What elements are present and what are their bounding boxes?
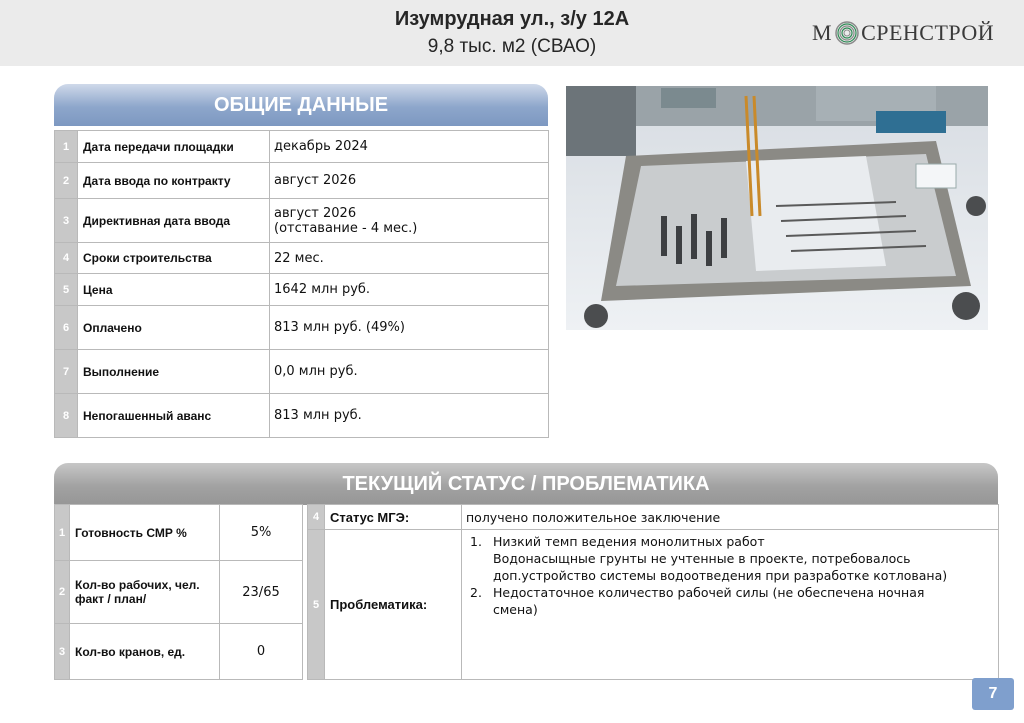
row-number: 3 — [55, 199, 78, 243]
table-row — [55, 561, 303, 624]
problem-text: доп.устройство системы водоотведения при разработке котлована) — [493, 568, 948, 583]
row-number: 2 — [55, 561, 70, 624]
page-number: 7 — [972, 678, 1014, 710]
table-row — [55, 274, 549, 306]
list-item — [466, 533, 998, 584]
status-details-table — [307, 504, 999, 680]
table-row — [55, 505, 303, 561]
general-data-heading: ОБЩИЕ ДАННЫЕ — [54, 84, 548, 126]
table-row — [55, 131, 549, 163]
row-number: 8 — [55, 394, 78, 438]
table-row — [55, 199, 549, 243]
row-number: 1 — [55, 505, 70, 561]
row-value: 0,0 млн руб. — [270, 350, 549, 394]
row-label: Кол-во кранов, ед. — [70, 624, 220, 680]
list-item-number: 1. — [470, 534, 482, 549]
logo-ring-icon — [834, 20, 860, 46]
row-label: Непогашенный аванс — [78, 394, 270, 438]
row-value: 5% — [220, 505, 303, 561]
problem-text: смена) — [493, 602, 538, 617]
status-heading: ТЕКУЩИЙ СТАТУС / ПРОБЛЕМАТИКА — [54, 463, 998, 505]
delay-note: (отставание - 4 мес.) — [274, 220, 418, 236]
row-value: 813 млн руб. — [270, 394, 549, 438]
table-row — [55, 394, 549, 438]
logo-text: СРЕНСТРОЙ — [861, 20, 995, 45]
row-number: 5 — [55, 274, 78, 306]
page-subtitle: 9,8 тыс. м2 (СВАО) — [427, 36, 597, 57]
problem-text: Низкий темп ведения монолитных работ — [493, 534, 765, 549]
row-value: 23/65 — [220, 561, 303, 624]
problem-text: Недостаточное количество рабочей силы (не обеспечена ночная — [493, 585, 925, 600]
page-title: Изумрудная ул., з/у 12А — [394, 8, 630, 30]
mge-status-value: получено положительное заключение — [462, 505, 999, 530]
mge-status-label: Статус МГЭ: — [325, 505, 462, 530]
list-item — [466, 584, 998, 618]
table-row — [55, 306, 549, 350]
row-value: 0 — [220, 624, 303, 680]
table-row — [308, 530, 999, 680]
problems-list-cell — [462, 530, 999, 680]
company-logo — [812, 16, 994, 50]
row-label: Готовность СМР % — [70, 505, 220, 561]
table-row — [55, 163, 549, 199]
row-label: Кол-во рабочих, чел. факт / план/ — [70, 561, 220, 624]
problems-label: Проблематика: — [325, 530, 462, 680]
row-label: Дата ввода по контракту — [78, 163, 270, 199]
row-label: Цена — [78, 274, 270, 306]
row-number: 7 — [55, 350, 78, 394]
construction-site-photo — [566, 86, 988, 330]
directive-date: август 2026 — [274, 205, 357, 221]
row-label: Директивная дата ввода — [78, 199, 270, 243]
row-label: Сроки строительства — [78, 243, 270, 274]
row-number: 3 — [55, 624, 70, 680]
row-number: 4 — [55, 243, 78, 274]
table-row — [55, 624, 303, 680]
table-row — [55, 350, 549, 394]
problems-list — [466, 533, 998, 618]
row-number: 1 — [55, 131, 78, 163]
row-value: 1642 млн руб. — [270, 274, 549, 306]
table-row — [308, 505, 999, 530]
row-value: август 2026 — [270, 163, 549, 199]
list-item-number: 2. — [470, 585, 482, 600]
row-value: 813 млн руб. (49%) — [270, 306, 549, 350]
row-number: 4 — [308, 505, 325, 530]
row-value: 22 мес. — [270, 243, 549, 274]
row-number: 2 — [55, 163, 78, 199]
logo-letter: М — [812, 20, 833, 45]
row-number: 6 — [55, 306, 78, 350]
row-value — [270, 199, 549, 243]
row-label: Дата передачи площадки — [78, 131, 270, 163]
row-value: декабрь 2024 — [270, 131, 549, 163]
table-row — [55, 243, 549, 274]
row-label: Оплачено — [78, 306, 270, 350]
construction-photo-illustration — [566, 86, 988, 330]
row-label: Выполнение — [78, 350, 270, 394]
problem-text: Водонасыщные грунты не учтенные в проекте, потребовалось — [493, 551, 911, 566]
row-number: 5 — [308, 530, 325, 680]
general-data-table — [54, 130, 549, 438]
status-indicators-table — [54, 504, 303, 680]
